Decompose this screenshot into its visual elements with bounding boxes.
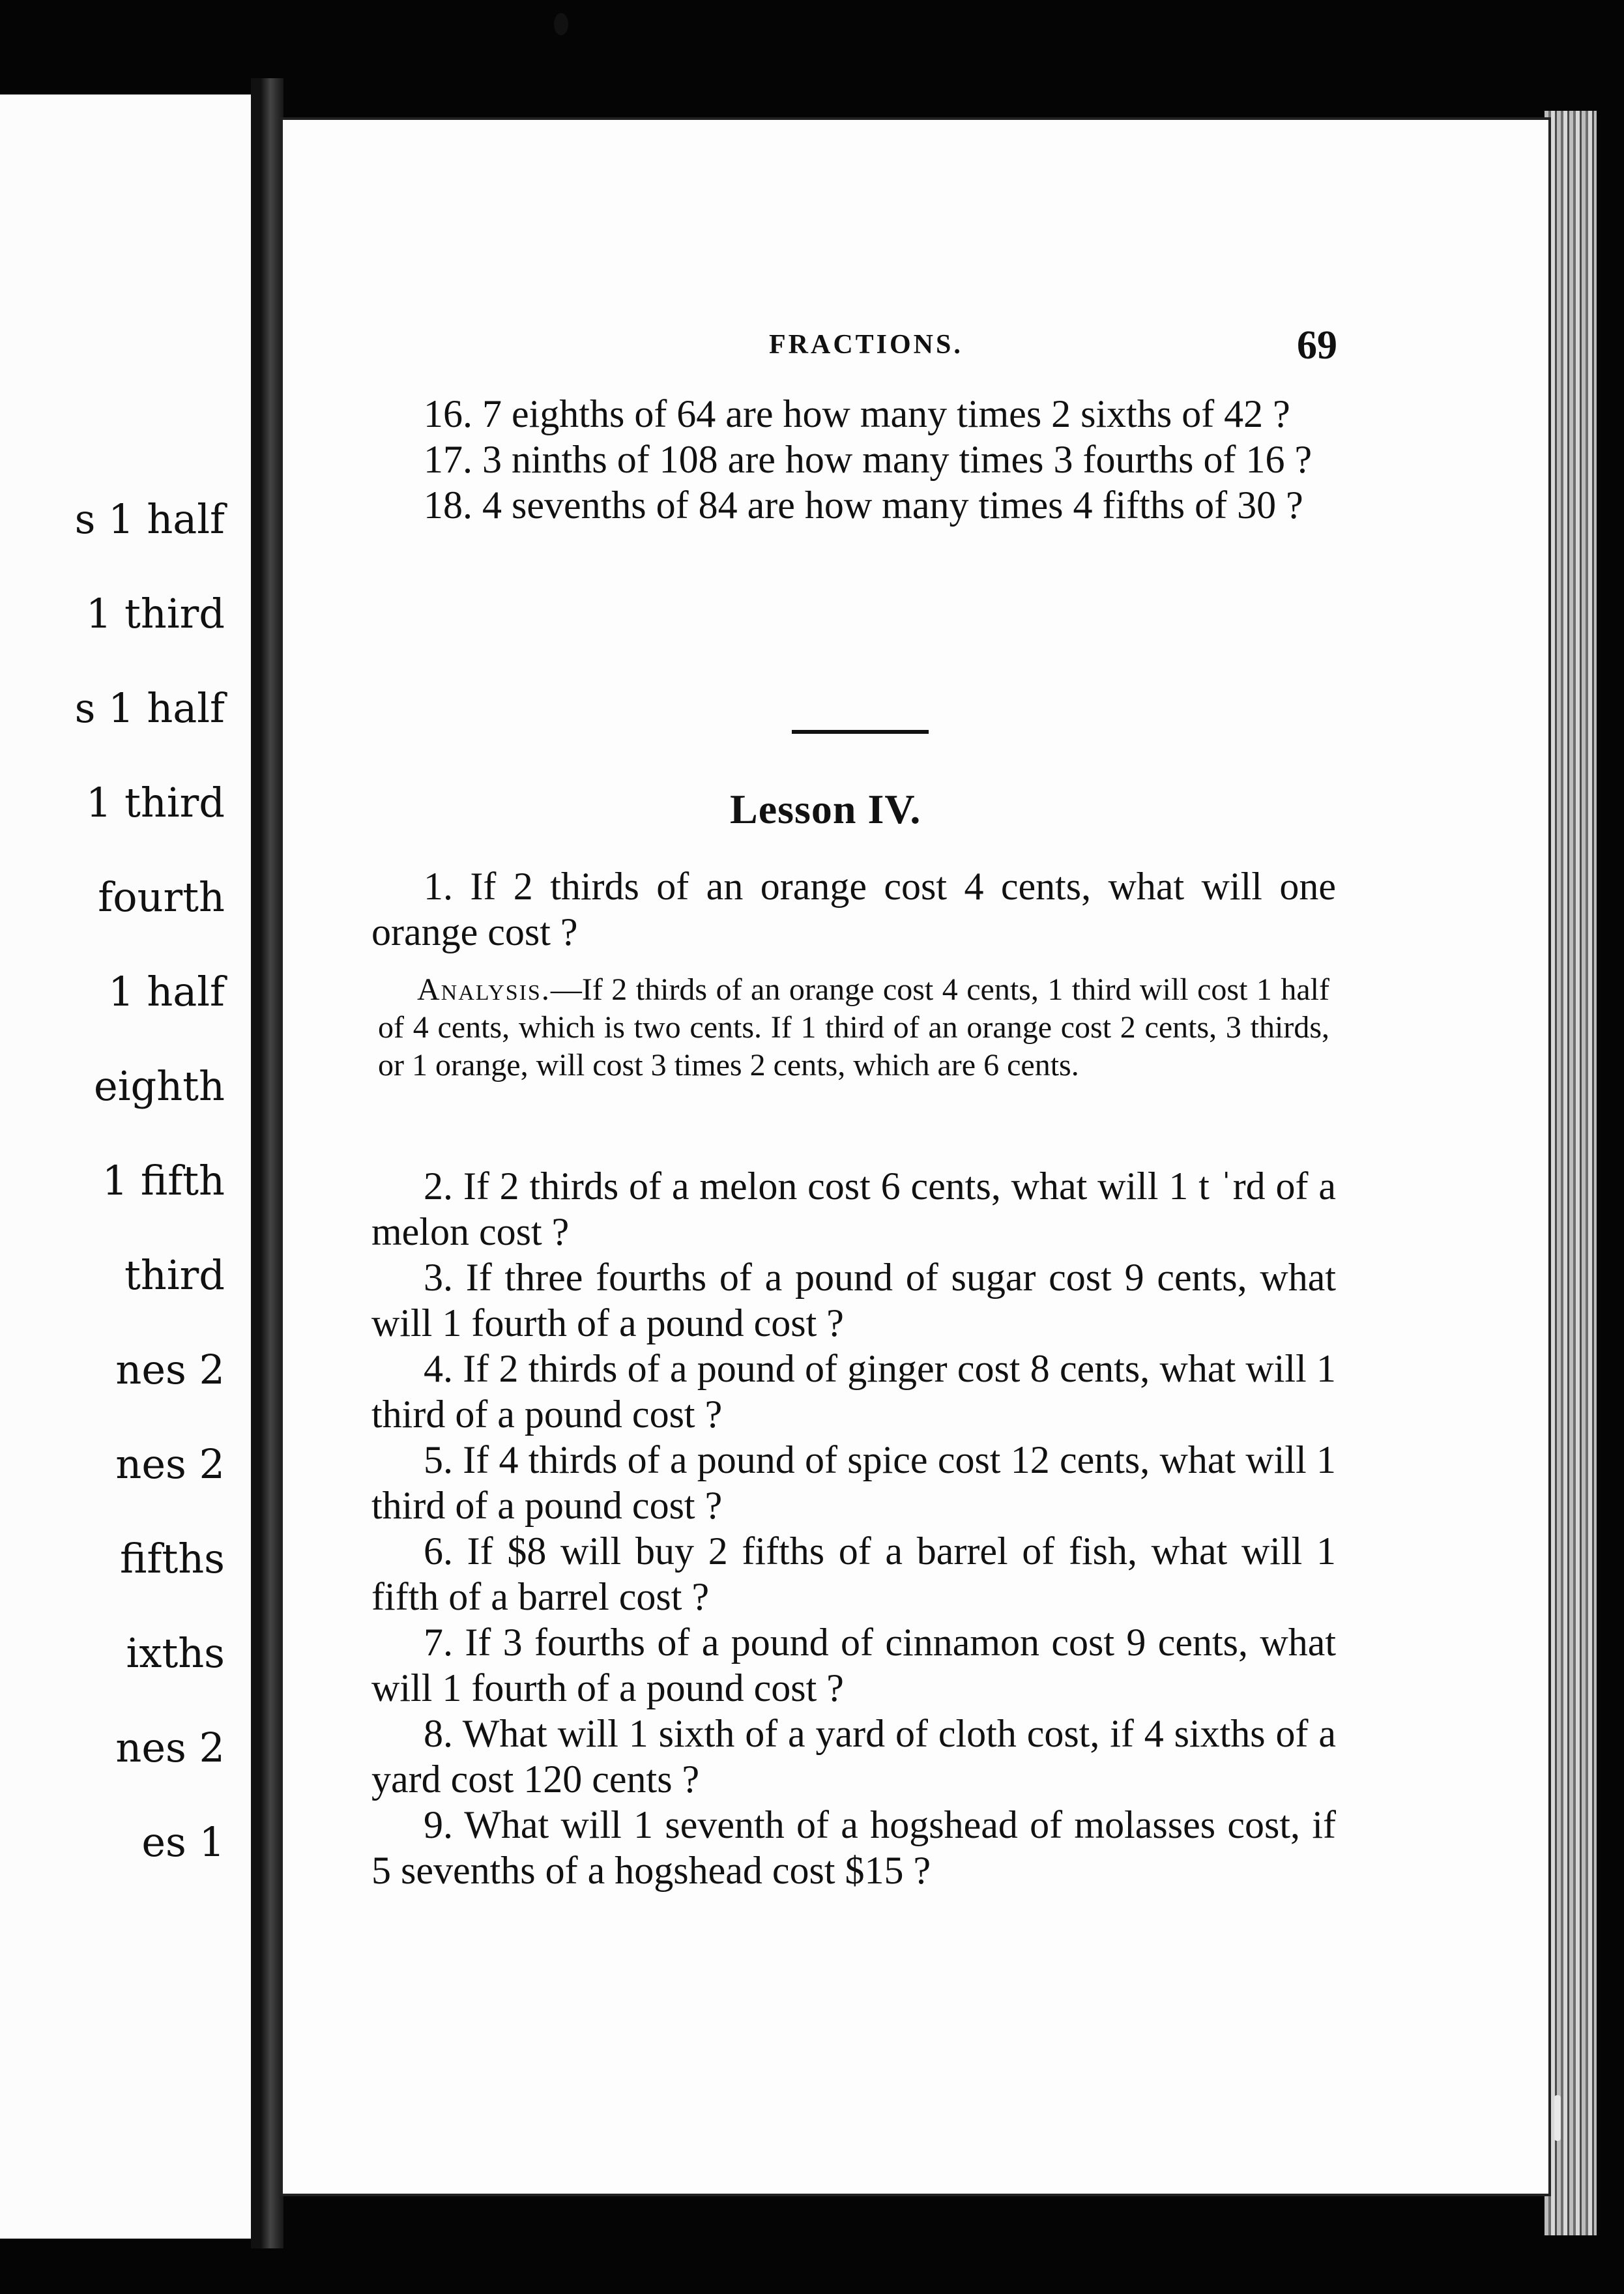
- problem-4: 4. If 2 thirds of a pound of ginger cost 8 cents, what will 1 third of a pound cost ?: [371, 1347, 1336, 1436]
- problem-6: 6. If $8 will buy 2 fifths of a barrel of fish, what will 1 fifth of a barrel cost ?: [371, 1530, 1336, 1618]
- problem-5: 5. If 4 thirds of a pound of spice cost 12 cents, what will 1 third of a pound cost ?: [371, 1438, 1336, 1527]
- previous-page-fragment: 1 half: [108, 968, 225, 1015]
- book-binding: [251, 78, 283, 2248]
- problem-17: 17. 3 ninths of 108 are how many times 3 fourths of 16 ?: [424, 438, 1312, 481]
- problem-18: 18. 4 sevenths of 84 are how many times 4 fifths of 30 ?: [424, 484, 1303, 527]
- previous-page-fragment: nes 2: [115, 1440, 225, 1488]
- previous-page-fragment: third: [124, 1251, 225, 1299]
- problem-7: 7. If 3 fourths of a pound of cinnamon cost 9 cents, what will 1 fourth of a pound cost ?: [371, 1621, 1336, 1709]
- analysis-text: —If 2 thirds of an orange cost 4 cents, 1 third will cost 1 half of 4 cents, which is two cents. If 1 third of an orange cost 2 cents, 3 thirds, or 1 orange, will cost 3 times 2 cents, which are 6 cents.: [378, 972, 1329, 1082]
- page-number: 69: [1297, 323, 1337, 368]
- problem-9: 9. What will 1 seventh of a hogshead of molasses cost, if 5 sevenths of a hogshead cost $15 ?: [371, 1803, 1336, 1892]
- lesson-title: Lesson IV.: [730, 786, 921, 832]
- previous-page-fragment: 1 third: [85, 779, 225, 826]
- analysis-label: Analysis.: [417, 972, 551, 1007]
- problem-1: 1. If 2 thirds of an orange cost 4 cents, what will one orange cost ?: [371, 865, 1336, 953]
- previous-page: [0, 94, 255, 2239]
- previous-page-fragment: 1 third: [85, 590, 225, 637]
- previous-page-fragment: es 1: [141, 1818, 225, 1866]
- running-head: FRACTIONS.: [769, 330, 963, 360]
- previous-page-fragment: s 1 half: [74, 684, 225, 732]
- problem-8: 8. What will 1 sixth of a yard of cloth cost, if 4 sixths of a yard cost 120 cents ?: [371, 1712, 1336, 1801]
- lesson-intro-problem: [371, 864, 1336, 955]
- previous-page-fragment: nes 2: [115, 1724, 225, 1771]
- analysis-paragraph: [378, 971, 1329, 1084]
- problem-3: 3. If three fourths of a pound of sugar cost 9 cents, what will 1 fourth of a pound cost ?: [371, 1256, 1336, 1344]
- previous-page-fragment: nes 2: [115, 1346, 225, 1393]
- problem-2: 2. If 2 thirds of a melon cost 6 cents, what will 1 t ˈrd of a melon cost ?: [371, 1165, 1336, 1253]
- previous-page-fragment: ixths: [126, 1629, 225, 1677]
- previous-page-fragment: 1 fifth: [102, 1157, 225, 1204]
- scan-speck: [554, 13, 568, 35]
- previous-page-fragment: eighth: [94, 1062, 225, 1110]
- previous-page-fragment: fifths: [120, 1535, 225, 1582]
- previous-page-fragment: s 1 half: [74, 495, 225, 543]
- scan-speck: [1554, 2095, 1561, 2141]
- problem-16: 16. 7 eighths of 64 are how many times 2 sixths of 42 ?: [424, 392, 1290, 435]
- section-divider: [792, 730, 929, 734]
- previous-page-fragment: fourth: [98, 873, 225, 921]
- page-edges: [1544, 111, 1597, 2235]
- top-problems: [371, 391, 1336, 528]
- lesson-problems: [371, 1163, 1336, 1893]
